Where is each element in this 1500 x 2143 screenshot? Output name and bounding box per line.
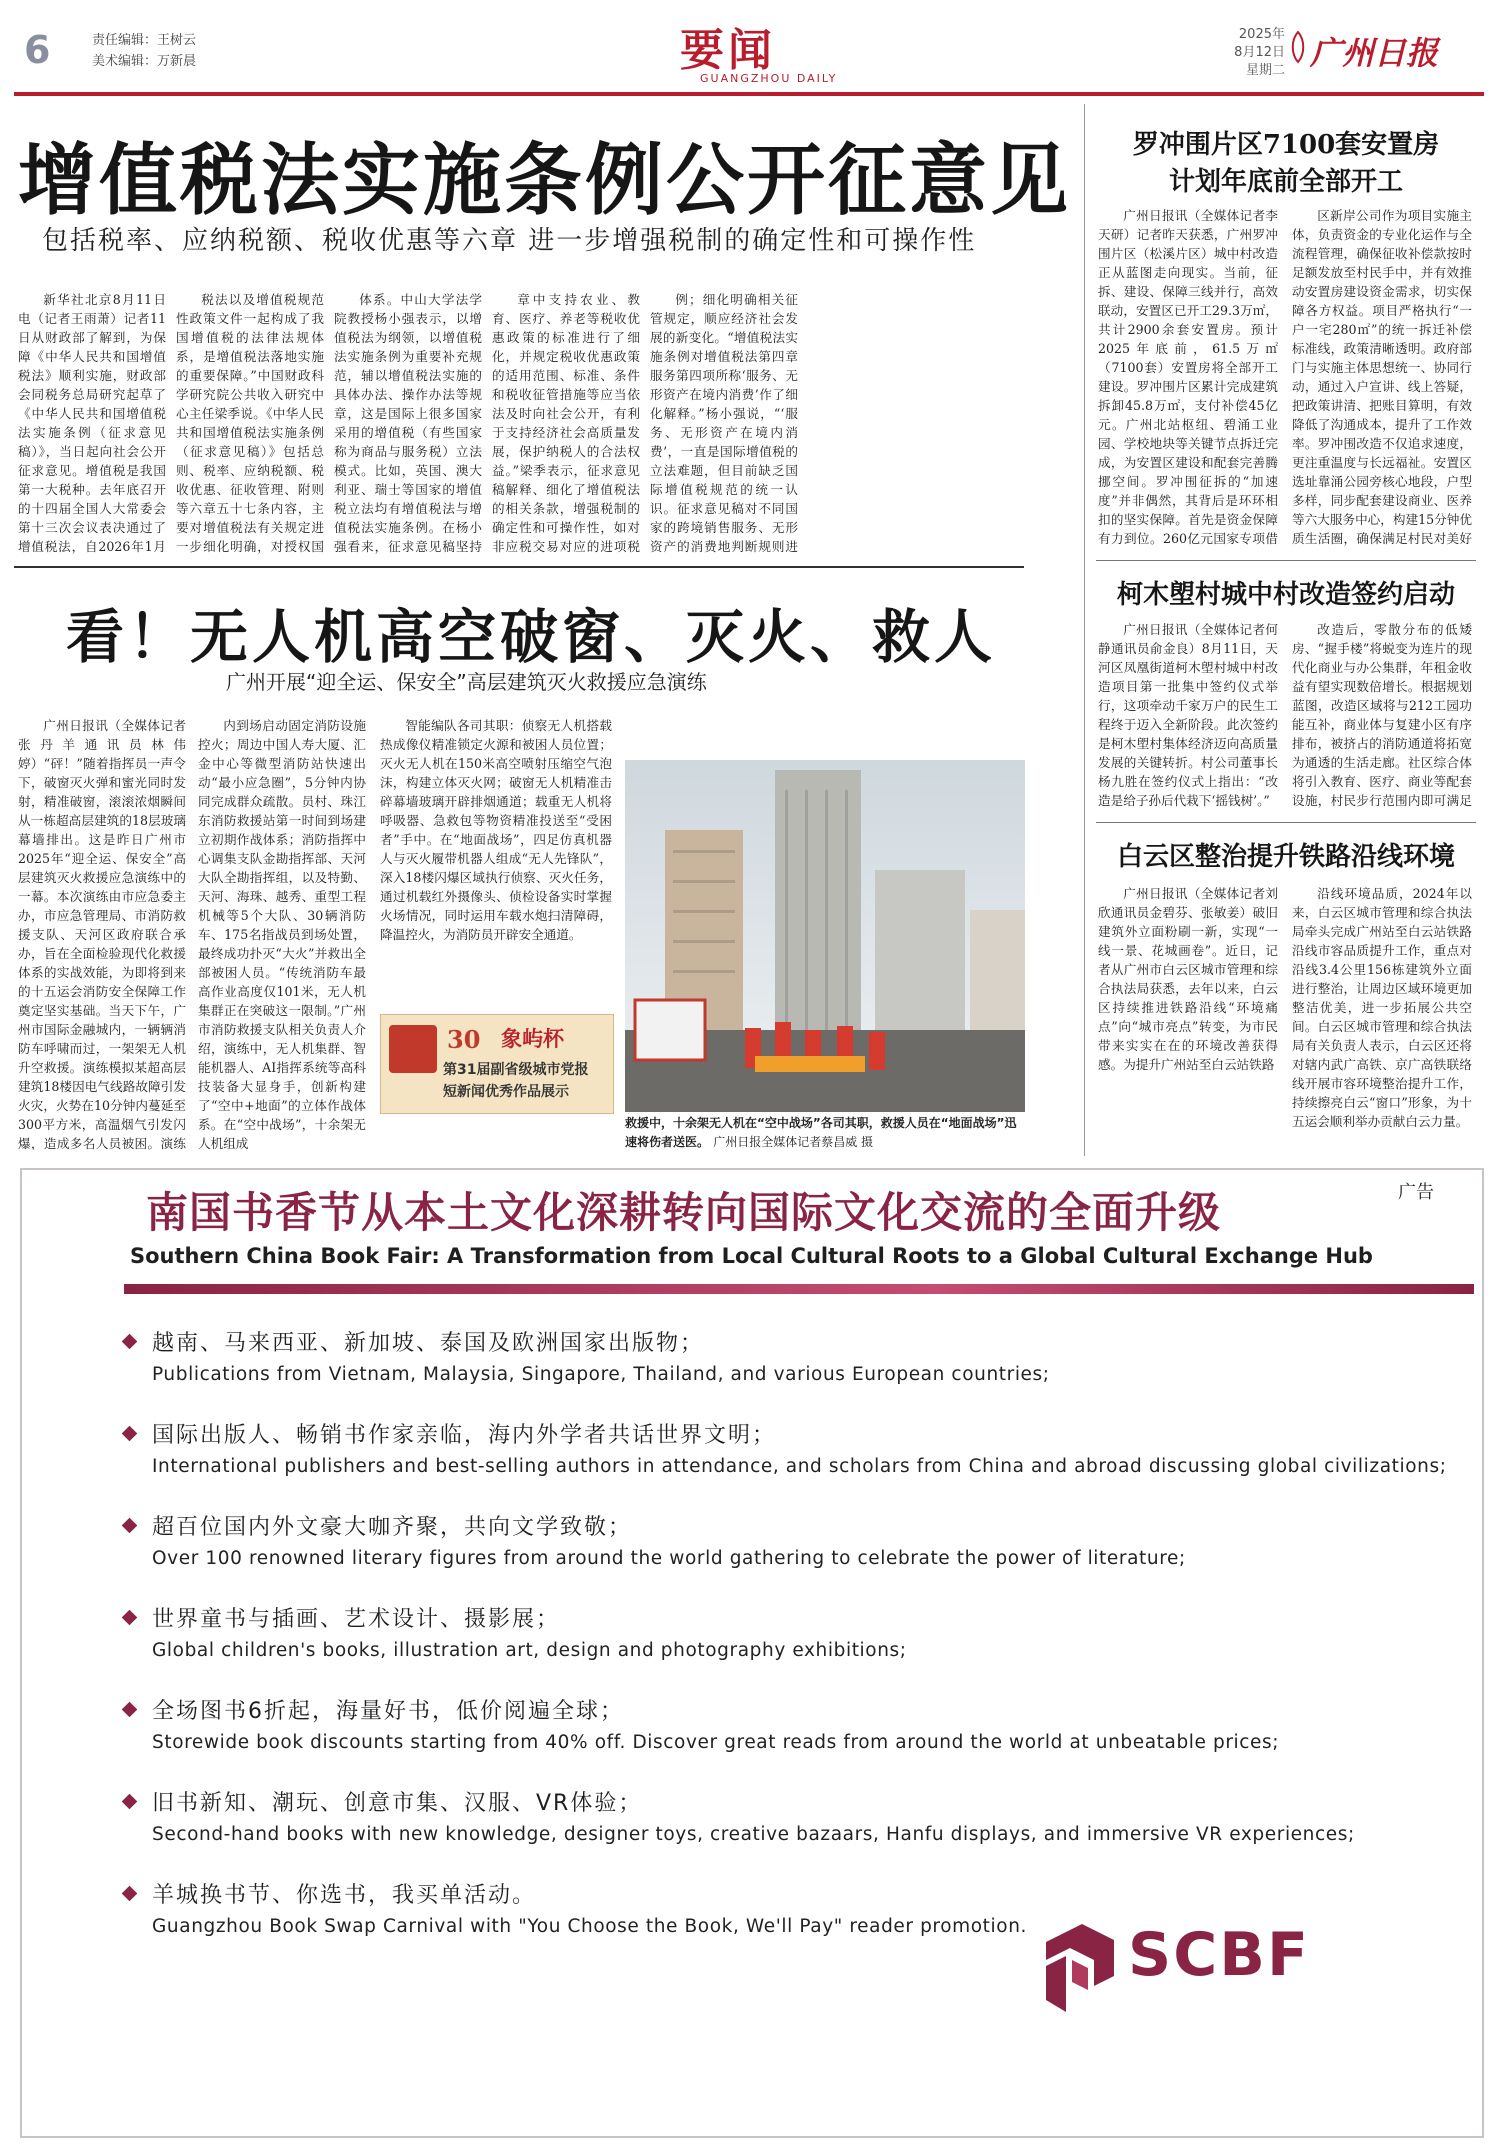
date-year: 2025年 [1238, 27, 1285, 42]
item-english: Guangzhou Book Swap Carnival with "You Choose the Book, We'll Pay" reader promotion. [152, 1916, 1028, 1937]
section-name: 要闻 [680, 25, 776, 76]
newspaper-logo: 广州日报 [1310, 34, 1439, 72]
side-story-1-title [1096, 124, 1476, 198]
promo-badge-icon [389, 1025, 437, 1073]
header-rule [14, 92, 1484, 96]
item-chinese: 羊城换书节、你选书，我买单活动。 [152, 1883, 537, 1908]
diamond-bullet-icon [122, 1610, 138, 1626]
section-name-en: GUANGZHOU DAILY [700, 72, 838, 85]
side-story-1-col-b [1292, 206, 1472, 548]
side-story-2-col-b [1292, 620, 1472, 810]
promo-line: 短新闻优秀作品展示 [443, 1084, 569, 1100]
lead-text: 体系。中山大学法学院教授杨小强表示，以增值税法为纲领，以增值税法实施条例为重要补充规范，辅以增值税法实施的具体办法、操作办法等规章，这是国际上很多国家采用的增值税（有些国家称为商品与服务税）立法模式。比如，英国、澳大利亚、瑞士等国家的增值税立法均有增值税法与增值税法实施条例。在杨小强看来，征求意见稿坚持 [334, 292, 482, 554]
side-story-3-col-b [1292, 884, 1472, 1150]
side-divider [1096, 822, 1476, 823]
diamond-bullet-icon [122, 1426, 138, 1442]
side-story-1-col-a [1098, 206, 1278, 548]
item-chinese: 旧书新知、潮玩、创意市集、汉服、VR体验； [152, 1791, 643, 1816]
lead-column-4 [492, 290, 640, 554]
side-story-3-title: 白云区整治提升铁路沿线环境 [1116, 842, 1455, 872]
promo-box [380, 1014, 614, 1114]
side-text: 广州日报讯（全媒体记者刘欣通讯员金碧芬、张敏姜）破旧建筑外立面粉刷一新，实现“一线一景、花城画卷”。近日，记者从广州市白云区城市管理和综合执法局获悉，去年以来，白云区持续推进铁路沿线“环境痛点”向“城市亮点”转变，为市民带来实实在在的环境改善获得感。为提升广州站至白云站铁路 [1098, 886, 1278, 1072]
side-text: 改造后，零散分布的低矮房、“握手楼”将蜕变为连片的现代化商业与办公集群，年租金收益有望实现数倍增长。根据规划蓝图，改造区域将与212工园功能互补，商业体与复建小区有序排布，被挤占的消防通道将拓宽为通透的生活走廊。社区综合体将引入教育、医疗、商业等配套设施，村民步行范围内即可满足 [1292, 622, 1472, 808]
logo-emblem-icon [1290, 30, 1306, 64]
lead-text: 例；细化明确相关征管规定，顺应经济社会发展的新变化。“增值税法实施条例对增值税法第四章服务第四项所称‘服务、无形资产在境内消费’作了细化解释。”杨小强说，“‘服务、无形资产在境内消费’，一直是国际增值税的立法难题，但目前缺乏国际增值税规范的统一认识。征求意见稿对不同国家的跨境销售服务、无形资产的消费地判断规则进 [650, 292, 798, 554]
title-line: 罗冲围片区7100套安置房 [1132, 130, 1440, 160]
caption-text: 救援中，十余架无人机在“空中战场”各司其职，救援人员在“地面战场”迅速将伤者送医。 [625, 1116, 1017, 1149]
list-item [120, 1510, 1460, 1602]
page-number: 6 [24, 28, 51, 72]
list-item [120, 1786, 1460, 1878]
date-weekday: 星期二 [1245, 63, 1285, 78]
item-english: Global children's books, illustration art, design and photography exhibitions; [152, 1640, 907, 1661]
caption-credit: 广州日报全媒体记者蔡昌威 摄 [713, 1135, 874, 1149]
item-chinese: 世界童书与插画、艺术设计、摄影展； [152, 1607, 561, 1632]
drone-headline: 看！无人机高空破窗、灭火、救人 [66, 603, 997, 671]
title-line: 计划年底前全部开工 [1168, 167, 1403, 197]
lead-headline: 增值税法实施条例公开征意见 [18, 135, 1072, 226]
diamond-bullet-icon [122, 1702, 138, 1718]
ad-accent-bar [124, 1284, 1474, 1294]
item-chinese: 越南、马来西亚、新加坡、泰国及欧洲国家出版物； [152, 1331, 705, 1356]
ad-tag: 广告 [1398, 1182, 1434, 1203]
lead-column-5 [650, 290, 798, 554]
editor-credits [92, 30, 196, 72]
item-english: International publishers and best-selling authors in attendance, and scholars from China and abroad discussing global civilizations; [152, 1456, 1447, 1477]
side-text: 沿线环境品质，2024年以来，白云区城市管理和综合执法局牵头完成广州站至白云站铁路沿线市容品质提升工作，重点对沿线3.4公里156栋建筑外立面进行整治，让周边区域环境更加整洁优美，进一步拓展公共空间。白云区城市管理和综合执法局有关负责人表示，白云区还将对辖内武广高铁、京广高铁联络线开展市容环境整治提升工作，持续擦亮白云“窗口”形象，为十五运会顺利举办贡献白云力量。 [1292, 886, 1472, 1129]
side-story-2-title: 柯木塱村城中村改造签约启动 [1116, 580, 1455, 610]
lead-text: 新华社北京8月11日电（记者王雨萧）记者11日从财政部了解到，为保障《中华人民共和国增值税法》顺利实施，财政部会同税务总局研究起草了《中华人民共和国增值税法实施条例（征求意见稿）》，当日起向社会公开征求意见。增值税是我国第一大税种。去年底召开的十四届全国人大常委会第十三次会议表决通过了增值税法，自2026年1月 [18, 292, 166, 554]
photo-caption [625, 1114, 1025, 1152]
list-item [120, 1694, 1460, 1786]
promo-number: 30 [447, 1025, 481, 1054]
drone-text: 内到场启动固定消防设施控火；周边中国人寿大厦、汇金中心等微型消防站快速出动“最小应急圈”，5分钟内协同完成群众疏散。员村、珠江东消防救援站第一时间到场建立初期作战体系；消防指挥中心调集支队金勘指挥部、天河大队全勘指挥组，以及特勤、天河、海珠、越秀、重型工程机械等5个大队、30辆消防车、175名指战员到场处置，最终成功扑灭“大火”并救出全部被困人员。“传统消防车最高作业高度仅101米，无人机集群正在突破这一限制。”广州市消防救援支队相关负责人介绍，演练中，无人机集群、智能机器人、AI指挥系统等高科技装备大显身手，创新构建了“空中+地面”的立体作战体系。在“空中战场”，十余架无人机组成 [198, 718, 366, 1150]
list-item [120, 1602, 1460, 1694]
list-item [120, 1326, 1460, 1418]
item-english: Publications from Vietnam, Malaysia, Singapore, Thailand, and various European countries; [152, 1364, 1050, 1385]
date-day: 8月12日 [1234, 45, 1285, 60]
drone-text: 智能编队各司其职：侦察无人机搭载热成像仪精准锁定火源和被困人员位置；灭火无人机在150米高空喷射压缩空气泡沫，构建立体灭火网；破窗无人机精准击碎幕墙玻璃开辟排烟通道；载重无人机将呼吸器、急救包等物资精准投送至“受困者”手中。在“地面战场”，四足仿真机器人与灭火履带机器人组成“无人先锋队”，深入18楼闪爆区域执行侦察、灭火任务，通过机载红外摄像头、侦检设备实时掌握火场情况，同时运用车载水炮扫清障碍，降温控火，为消防员开辟安全通道。 [380, 718, 612, 942]
item-english: Over 100 renowned literary figures from around the world gathering to celebrate the power of literature; [152, 1548, 1186, 1569]
lead-subheadline: 包括税率、应纳税额、税收优惠等六章 进一步增强税制的确定性和可操作性 [42, 226, 977, 256]
diamond-bullet-icon [122, 1334, 138, 1350]
lead-column-1 [18, 290, 166, 554]
promo-line: 第31届副省级城市党报 [443, 1062, 589, 1078]
side-story-3-col-a [1098, 884, 1278, 1150]
lead-text: 税法以及增值税规范性政策文件一起构成了我国增值税的法律法规体系，是增值税法落地实施的重要保障。”中国财政科学研究院公共收入研究中心主任梁季说。《中华人民共和国增值税法实施条例（征求意见稿）》包括总则、税率、应纳税额、税收优惠、征收管理、附则等六章五十七条内容，主要对增值税法有关规定进一步细化明确，对授权国 [176, 292, 324, 554]
ad-feature-list [120, 1326, 1460, 1970]
drone-column-1 [18, 716, 186, 1150]
item-english: Storewide book discounts starting from 40% off. Discover great reads from around the world at unbeatable prices; [152, 1732, 1280, 1753]
side-text: 广州日报讯（全媒体记者李天研）记者昨天获悉，广州罗冲围片区（松溪片区）城中村改造正从蓝图走向现实。当前，征拆、建设、保障三线并行，高效联动，安置区已开工29.3万㎡，共计2900余套安置房。预计2025年底前，61.5万㎡（7100套）安置房将全部开工建设。罗冲围片区累计完成建筑拆卸45.8万㎡，支付补偿45亿元。广州北站枢纽、碧涌工业园、学校地块等关键节点拆迁完成，为安置区建设和配套完善腾挪空间。罗冲围征拆的“加速度”并非偶然，其背后是环环相扣的坚实保障。首先是资金保障有力到位。260亿元国家专项借 [1098, 208, 1278, 546]
diamond-bullet-icon [122, 1518, 138, 1534]
ad-headline: 南国书香节从本土文化深耕转向国际文化交流的全面升级 [146, 1188, 1222, 1237]
item-english: Second-hand books with new knowledge, designer toys, creative bazaars, Hanfu displays, and immersive VR experiences; [152, 1824, 1355, 1845]
item-chinese: 全场图书6折起，海量好书，低价阅遍全球； [152, 1699, 624, 1724]
side-divider [1096, 560, 1476, 561]
scbf-emblem-icon [1036, 1920, 1120, 2016]
issue-date [1225, 26, 1285, 80]
diamond-bullet-icon [122, 1886, 138, 1902]
ad-subheadline: Southern China Book Fair: A Transformation from Local Cultural Roots to a Global Cultural Exchange Hub [130, 1244, 1373, 1268]
scbf-logo: SCBF [1128, 1920, 1310, 1990]
editor-line: 责任编辑：王树云 [92, 33, 197, 48]
rescue-photo [625, 760, 1025, 1112]
side-story-2-col-a [1098, 620, 1278, 810]
promo-label: 象屿杯 [501, 1027, 564, 1051]
column-divider [1084, 104, 1085, 1156]
item-chinese: 超百位国内外文豪大咖齐聚，共向文学致敬； [152, 1515, 633, 1540]
lead-text: 章中支持农业、教育、医疗、养老等税收优惠政策的标准进行了细化，并规定税收优惠政策的适用范围、标准、条件和税收征管措施等应当依法及时向社会公开，有利于支持经济社会高质量发展，保护纳税人的合法权益。”梁季表示，征求意见稿解释、细化了增值税法的相关条款，增强税制的确定性和可操作性，如对非应税交易对应的进项税 [492, 292, 640, 554]
drone-column-2 [198, 716, 366, 1150]
lead-column-3 [334, 290, 482, 554]
editor-line: 美术编辑：万新晨 [92, 54, 197, 69]
section-divider [14, 566, 1024, 568]
diamond-bullet-icon [122, 1794, 138, 1810]
item-chinese: 国际出版人、畅销书作家亲临，海内外学者共话世界文明； [152, 1423, 777, 1448]
list-item [120, 1418, 1460, 1510]
drone-text: 广州日报讯（全媒体记者张丹羊通讯员林伟婷）“砰！”随着指挥员一声令下，破窗灭火弹和蜜光同时发射，精准破窗，滚滚浓烟瞬间从一栋超高层建筑的18层玻璃幕墙排出。这是昨日广州市2025年“迎全运、保安全”高层建筑灭火救援应急演练中的一幕。本次演练由市应急委主办，市应急管理局、市消防救援支队、天河区政府联合承办，旨在全面检验现代化救援体系的实战效能，为即将到来的十五运会消防安全保障工作奠定坚实基础。当天下午，广州市国际金融城内，一辆辆消防车呼啸而过，一架架无人机升空救援。演练模拟某超高层建筑18楼因电气线路故障引发火灾，火势在10分钟内蔓延至300平方米，高温烟气引发闪爆，造成多名人员被困。演练 [18, 718, 186, 1150]
drone-column-3 [380, 716, 612, 1006]
side-text: 广州日报讯（全媒体记者何静通讯员俞金良）8月11日，天河区凤凰街道柯木塱村城中村改造项目第一批集中签约仪式举行，这项牵动千家万户的民生工程终于迈入全新阶段。此次签约是柯木塱村集体经济迈向高质量发展的关键转折。村公司董事长杨九胜在签约仪式上指出：“改造是给子孙后代栽下‘摇钱树’。” [1098, 622, 1278, 808]
drone-subheadline: 广州开展“迎全运、保安全”高层建筑灭火救援应急演练 [226, 670, 707, 694]
side-text: 区新岸公司作为项目实施主体，负责资金的专业化运作与全流程管理，确保征收补偿款按时足额发放至村民手中，并有效推动安置房建设资金需求，切实保障各方权益。项目严格执行“一户一宅280㎡”的统一拆迁补偿标准线，政策清晰透明。政府部门与实施主体思想统一、协同行动，通过入户宣讲、线上答疑，把政策讲清、把账目算明，有效降低了沟通成本，提升了工作效率。罗冲围改造不仅追求速度，更注重温度与长远福祉。安置区选址靠涌公园旁核心地段，户型多样，同步配套建设商业、医养等六大服务中心，构建15分钟优质生活圈，确保满足村民对美好 [1292, 208, 1472, 546]
lead-column-2 [176, 290, 324, 554]
